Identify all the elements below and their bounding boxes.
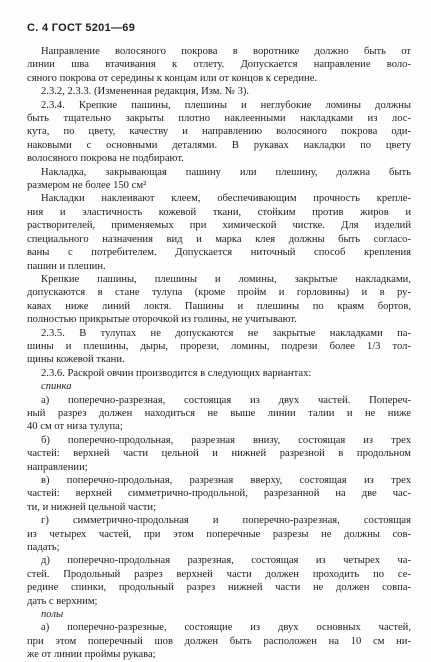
text-line: частей: верхней части цельной и нижней разрезной в продольном: [27, 448, 411, 460]
text-line: полностью прикрытые оторочкой из голины, не учитывают.: [27, 314, 297, 326]
text-line: стей. Продольный разрез верхней части должен проходить по се-: [27, 568, 411, 580]
text-line: а) поперечно-разрезные, состоящие из двух основных частей,: [41, 622, 411, 634]
text-line: из четырех частей, при этом поперечные разрезы не должны сов-: [27, 528, 411, 540]
text-line: при этом поперечный шов должен быть расположен на 10 см ни-: [27, 635, 411, 647]
text-line: редине спинки, продольный разрез нижней части не должен совпа-: [27, 582, 411, 594]
text-line: линии шва втачивания к отлету. Допускается направление воло-: [27, 59, 411, 71]
text-line: 2.3.4. Крепкие пашины, плешины и неглубокие ломины должны: [41, 99, 411, 111]
text-line: в) поперечно-продольная, разрезная вверху, состоящая из трех: [41, 475, 411, 486]
text-line: б) поперечно-продольная, разрезная внизу, состоящая из трех: [41, 434, 411, 446]
page-header: С. 4 ГОСТ 5201—69: [27, 22, 136, 34]
text-line: падать;: [27, 542, 60, 554]
text-line: частей: верхней симметрично-продольной, разрезанной на две час-: [27, 488, 411, 500]
text-line: 2.3.5. В тулупах не допускаются не закрытые накладками па-: [41, 327, 411, 339]
text-line: щины кожевой ткани.: [27, 354, 125, 366]
document-body: [27, 45, 411, 662]
text-line: 2.3.6. Раскрой овчин производится в следующих вариантах:: [41, 367, 312, 379]
text-line: быть тщательно закрыты плотно наклеенными накладками из лос-: [27, 113, 411, 125]
text-line: полы: [41, 609, 64, 621]
text-line: спинка: [41, 381, 72, 393]
text-line: ный разрез должен находиться не выше линии талии и не ниже: [27, 407, 411, 419]
text-line: Накладки наклеивают клеем, обеспечивающим прочность крепле-: [41, 193, 411, 205]
text-line: ваны с потребителем. Допускается ниточный способ крепления: [27, 247, 411, 259]
text-line: ния и эластичность кожевой ткани, стойким против жиров и: [27, 206, 411, 218]
text-line: 2.3.2, 2.3.3. (Измененная редакция, Изм. № 3).: [41, 86, 250, 98]
text-line: пашин и плешин.: [27, 260, 106, 272]
text-line: размером не более 150 см²: [27, 180, 147, 192]
text-line: растворителей, применяемых при химической чистке. Для изделий: [27, 220, 411, 232]
text-line: г) симметрично-продольная и поперечно-разрезная, состоящая: [41, 515, 411, 527]
text-line: наковыми с основными деталями. В рукавах накладки по цвету: [27, 139, 411, 151]
text-line: Направление волосяного покрова в воротнике должно быть от: [41, 46, 411, 57]
text-line: направлении;: [27, 461, 88, 473]
text-line: Крепкие пашины, плешины и ломины, закрытые накладками,: [41, 273, 411, 285]
text-line: кавах ниже линий локтя. Пашины и плешины по краям бортов,: [27, 300, 411, 312]
text-line: а) поперечно-разрезная, состоящая из двух частей. Попереч-: [41, 394, 411, 406]
text-line: специального назначения вид и марка клея должны быть согласо-: [27, 233, 411, 245]
text-line: сяного покрова от середины к концам или от концов к середине.: [27, 72, 318, 84]
text-line: Накладка, закрывающая пашину или плешину, должна быть: [41, 166, 411, 178]
text-line: же от линии проймы рукава;: [27, 649, 156, 661]
text-line: дать с верхним;: [27, 595, 98, 607]
text-line: шины и плешины, дыры, прорези, ломины, подрези более 1/3 тол-: [27, 340, 411, 352]
text-line: д) поперечно-продольная разрезная, состоящая из четырех ча-: [41, 555, 411, 567]
text-line: кута, по цвету, качеству и направлению волосяного покрова оди-: [27, 126, 411, 138]
text-line: допускаются в стане тулупа (кроме пройм и горловины) и в ру-: [27, 287, 411, 299]
text-line: 40 см от низа тулупа;: [27, 421, 123, 433]
text-line: волосяного покрова не подбирают.: [27, 153, 184, 165]
text-line: ти, и нижней цельной части;: [27, 501, 157, 513]
